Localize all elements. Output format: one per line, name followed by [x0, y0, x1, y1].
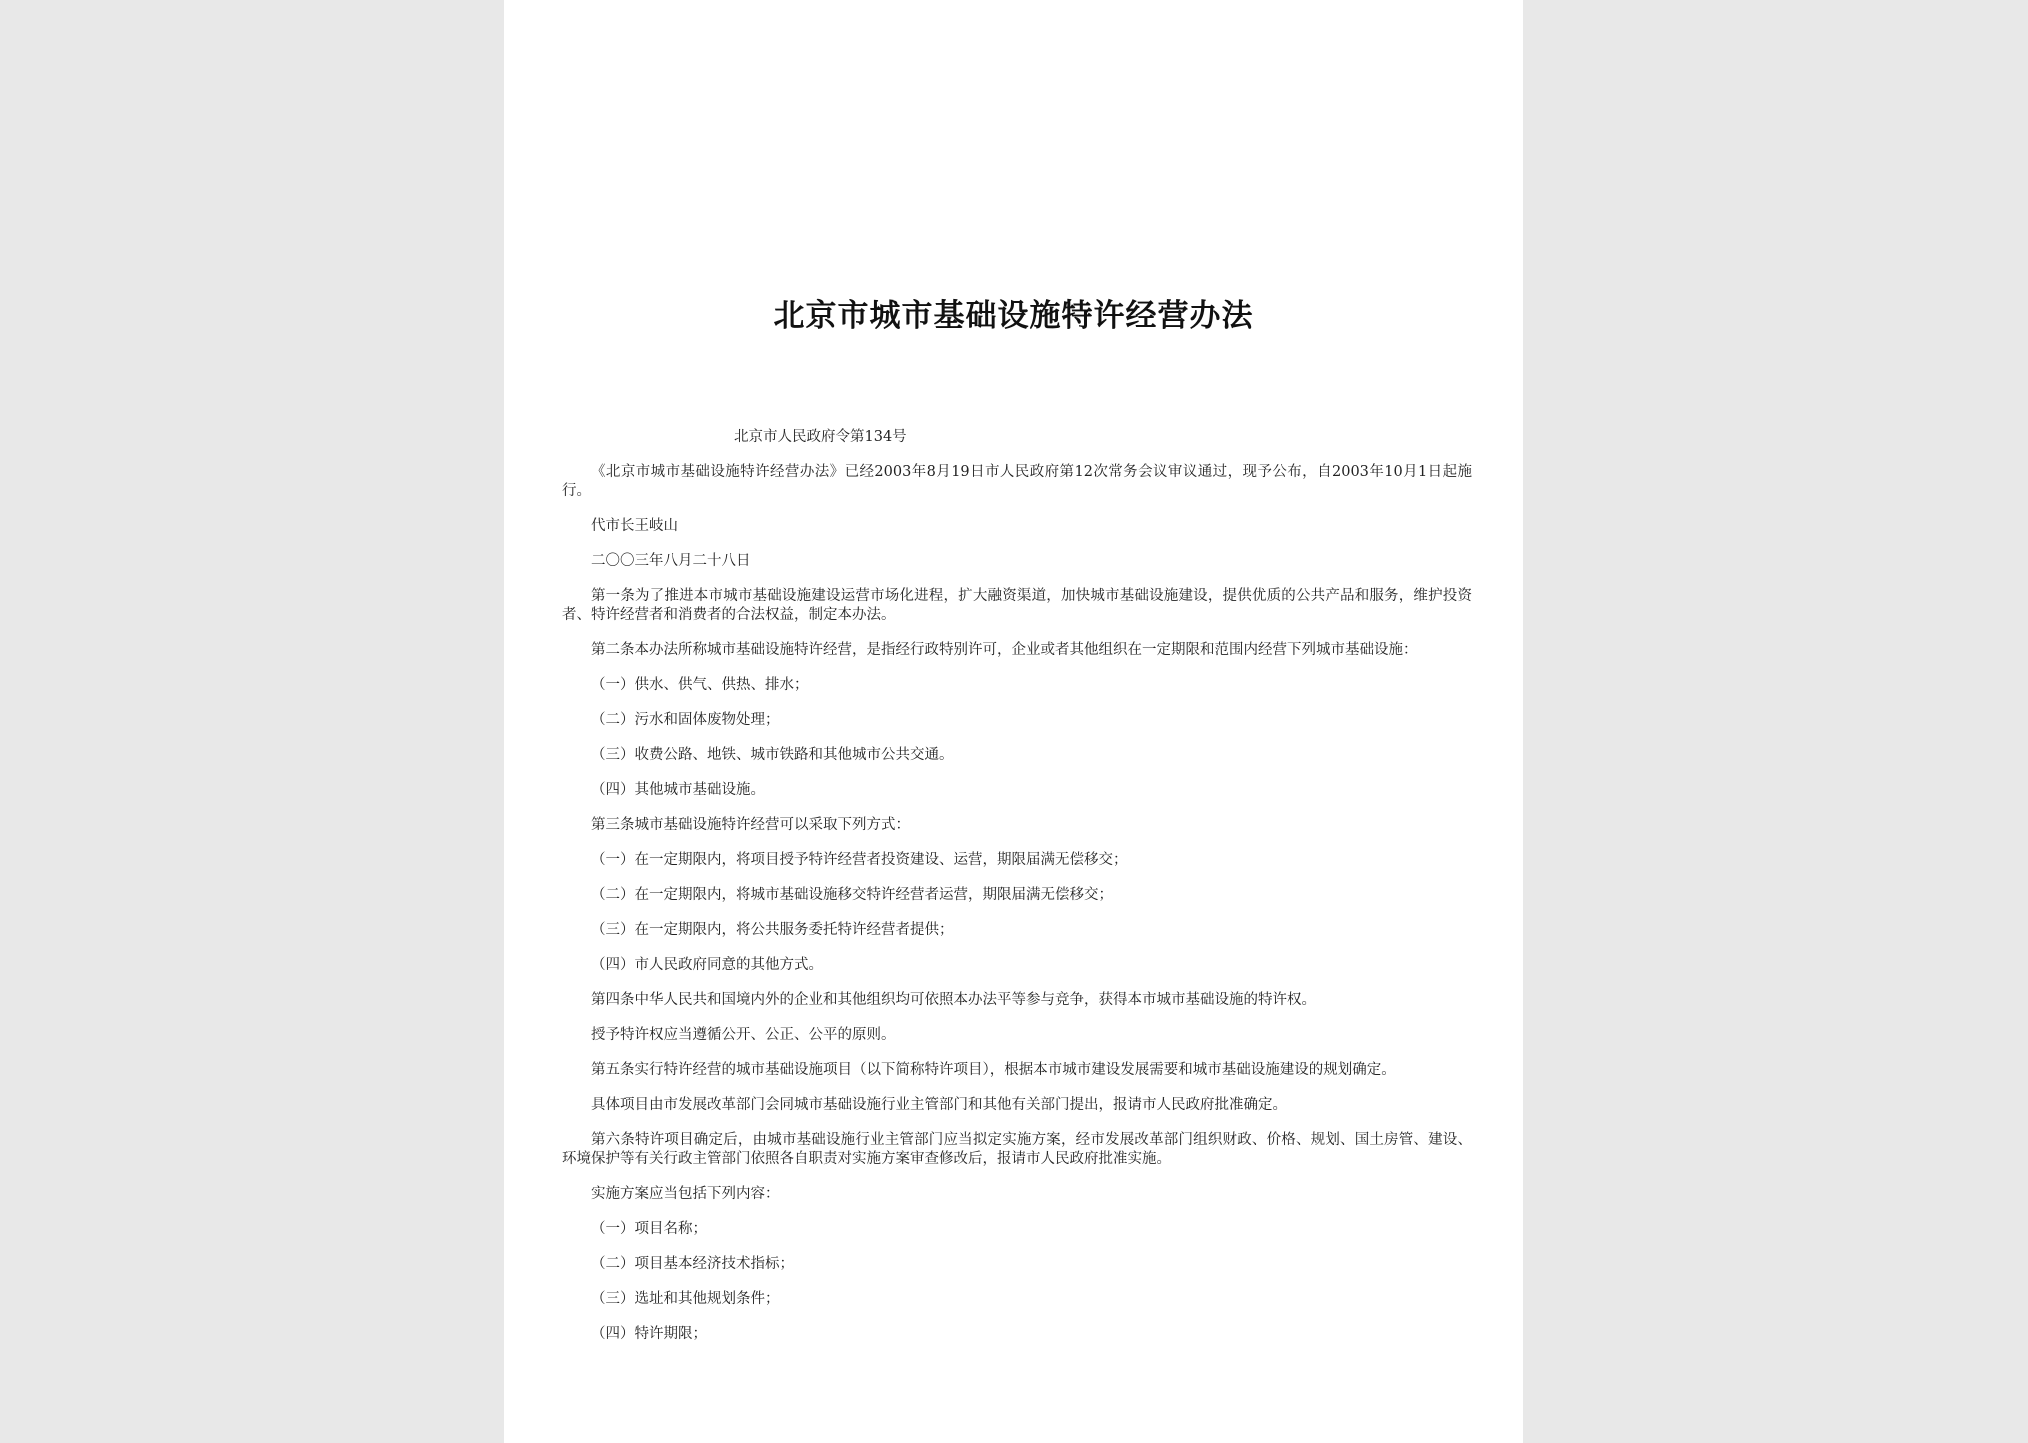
paragraph: 授予特许权应当遵循公开、公正、公平的原则。	[591, 1027, 896, 1043]
paragraph: 具体项目由市发展改革部门会同城市基础设施行业主管部门和其他有关部门提出，报请市人民政府批准确定。	[591, 1097, 1287, 1113]
paragraph: 第四条中华人民共和国境内外的企业和其他组织均可依照本办法平等参与竞争，获得本市城市基础设施的特许权。	[591, 992, 1316, 1008]
paragraph: （二）污水和固体废物处理；	[591, 712, 780, 728]
paragraph: （四）特许期限；	[591, 1326, 707, 1342]
paragraph: 实施方案应当包括下列内容：	[591, 1186, 780, 1202]
paragraph: （四）市人民政府同意的其他方式。	[591, 957, 823, 973]
paragraph: （四）其他城市基础设施。	[591, 782, 765, 798]
paragraph: 代市长王岐山	[591, 518, 678, 534]
document-body	[562, 428, 1472, 1344]
paragraph: 第二条本办法所称城市基础设施特许经营，是指经行政特别许可，企业或者其他组织在一定期限和范围内经营下列城市基础设施：	[591, 642, 1418, 658]
document-page	[504, 0, 1523, 1443]
paragraph: 第三条城市基础设施特许经营可以采取下列方式：	[591, 817, 910, 833]
order-number-line: 北京市人民政府令第134号	[734, 429, 907, 445]
paragraph: 二〇〇三年八月二十八日	[591, 553, 751, 569]
paragraph: （一）在一定期限内，将项目授予特许经营者投资建设、运营，期限届满无偿移交；	[591, 852, 1128, 868]
paragraph: （二）在一定期限内，将城市基础设施移交特许经营者运营，期限届满无偿移交；	[591, 887, 1113, 903]
paragraph: （一）供水、供气、供热、排水；	[591, 677, 809, 693]
document-title: 北京市城市基础设施特许经营办法	[773, 298, 1254, 334]
paragraph: （三）收费公路、地铁、城市铁路和其他城市公共交通。	[591, 747, 954, 763]
paragraph: 第五条实行特许经营的城市基础设施项目（以下简称特许项目），根据本市城市建设发展需要和城市基础设施建设的规划确定。	[591, 1062, 1396, 1078]
paragraph: 第六条特许项目确定后，由城市基础设施行业主管部门应当拟定实施方案，经市发展改革部门组织财政、价格、规划、国土房管、建设、环境保护等有关行政主管部门依照各自职责对实施方案审查修改后，报请市人民政府批准实施。	[562, 1132, 1472, 1167]
paragraph: （一）项目名称；	[591, 1221, 707, 1237]
paragraph: 第一条为了推进本市城市基础设施建设运营市场化进程，扩大融资渠道，加快城市基础设施建设，提供优质的公共产品和服务，维护投资者、特许经营者和消费者的合法权益，制定本办法。	[562, 588, 1472, 623]
paragraph: （三）在一定期限内，将公共服务委托特许经营者提供；	[591, 922, 954, 938]
paragraph: （三）选址和其他规划条件；	[591, 1291, 780, 1307]
paragraph: 《北京市城市基础设施特许经营办法》已经2003年8月19日市人民政府第12次常务会议审议通过，现予公布，自2003年10月1日起施行。	[562, 464, 1472, 499]
paragraph: （二）项目基本经济技术指标；	[591, 1256, 794, 1272]
